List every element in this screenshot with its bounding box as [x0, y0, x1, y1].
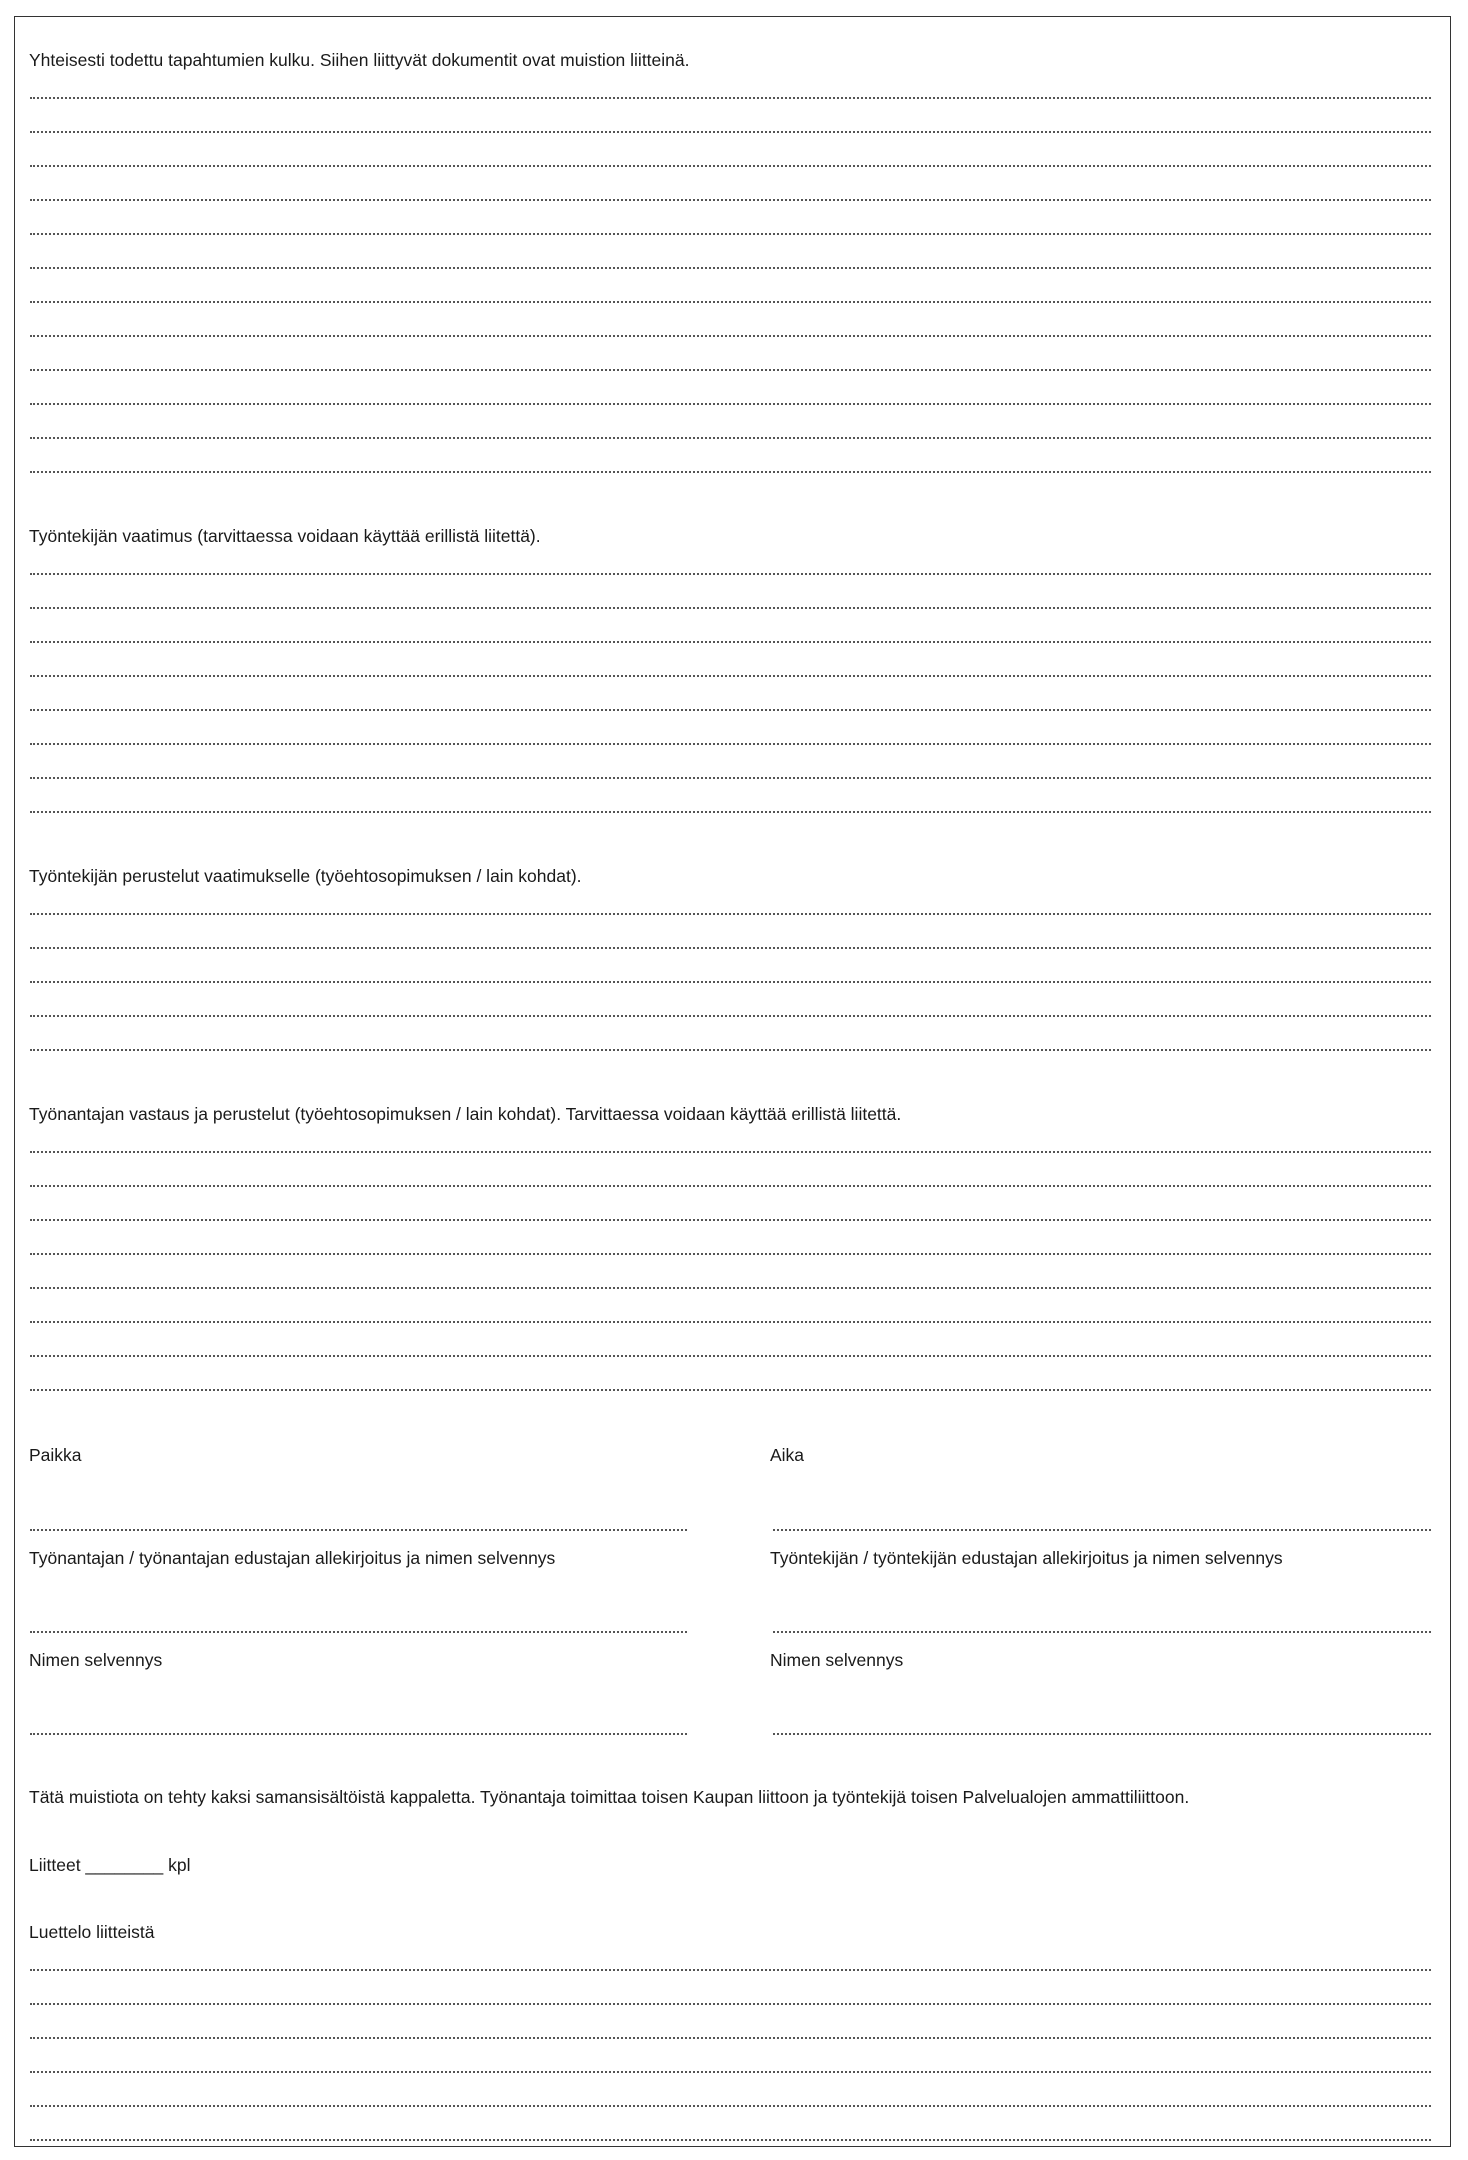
fill-line[interactable] [30, 1219, 1431, 1221]
fill-line[interactable] [30, 199, 1431, 201]
fill-line[interactable] [30, 1969, 1431, 1971]
fill-line[interactable] [30, 1321, 1431, 1323]
fill-line[interactable] [30, 607, 1431, 609]
fill-line[interactable] [30, 981, 1431, 983]
fill-line[interactable] [30, 335, 1431, 337]
fill-line[interactable] [30, 267, 1431, 269]
employer-signature-label: Työnantajan / työnantajan edustajan allekirjoitus ja nimen selvennys [29, 1548, 556, 1568]
fill-line[interactable] [30, 369, 1431, 371]
section-heading-employee-claim: Työntekijän vaatimus (tarvittaessa voidaan käyttää erillistä liitettä). [29, 526, 541, 546]
fill-line[interactable] [30, 403, 1431, 405]
fill-line[interactable] [30, 1015, 1431, 1017]
fill-line[interactable] [30, 471, 1431, 473]
employer-name-label: Nimen selvennys [29, 1650, 163, 1670]
attachments-list-label: Luettelo liitteistä [29, 1922, 155, 1942]
fill-line[interactable] [30, 1049, 1431, 1051]
time-label: Aika [770, 1445, 805, 1465]
fill-line[interactable] [30, 709, 1431, 711]
section-heading-employer-response: Työnantajan vastaus ja perustelut (työehtosopimuksen / lain kohdat). Tarvittaessa voidaan käyttää erillistä liitettä. [29, 1104, 902, 1124]
section-heading-employee-grounds: Työntekijän perustelut vaatimukselle (työehtosopimuksen / lain kohdat). [29, 866, 582, 886]
fill-line[interactable] [30, 811, 1431, 813]
fill-line[interactable] [30, 1355, 1431, 1357]
fill-line[interactable] [30, 743, 1431, 745]
fill-line[interactable] [30, 641, 1431, 643]
fill-line[interactable] [30, 233, 1431, 235]
place-line[interactable] [30, 1529, 687, 1531]
copies-note: Tätä muistiota on tehty kaksi samansisältöistä kappaletta. Työnantaja toimittaa toisen Kaupan liittoon ja työntekijä toisen Palvelualojen ammattiliittoon. [29, 1787, 1190, 1807]
fill-line[interactable] [30, 1253, 1431, 1255]
fill-line[interactable] [30, 573, 1431, 575]
fill-line[interactable] [30, 2037, 1431, 2039]
section-heading-events: Yhteisesti todettu tapahtumien kulku. Siihen liittyvät dokumentit ovat muistion liitteinä. [29, 50, 690, 70]
fill-line[interactable] [30, 2139, 1431, 2141]
fill-line[interactable] [30, 2105, 1431, 2107]
fill-line[interactable] [30, 437, 1431, 439]
fill-line[interactable] [30, 165, 1431, 167]
time-line[interactable] [773, 1529, 1431, 1531]
fill-line[interactable] [30, 301, 1431, 303]
fill-line[interactable] [30, 1151, 1431, 1153]
fill-line[interactable] [30, 777, 1431, 779]
fill-line[interactable] [30, 947, 1431, 949]
fill-line[interactable] [30, 2003, 1431, 2005]
fill-line[interactable] [30, 913, 1431, 915]
fill-line[interactable] [30, 1287, 1431, 1289]
fill-line[interactable] [30, 675, 1431, 677]
place-label: Paikka [29, 1445, 82, 1465]
fill-line[interactable] [30, 2071, 1431, 2073]
employee-name-label: Nimen selvennys [770, 1650, 904, 1670]
employee-signature-label: Työntekijän / työntekijän edustajan allekirjoitus ja nimen selvennys [770, 1548, 1283, 1568]
attachments-count-label: Liitteet ________ kpl [29, 1855, 191, 1875]
fill-line[interactable] [30, 97, 1431, 99]
fill-line[interactable] [30, 131, 1431, 133]
employer-signature-line[interactable] [30, 1631, 687, 1633]
fill-line[interactable] [30, 1185, 1431, 1187]
fill-line[interactable] [30, 1389, 1431, 1391]
employee-name-line[interactable] [773, 1733, 1431, 1735]
employee-signature-line[interactable] [773, 1631, 1431, 1633]
employer-name-line[interactable] [30, 1733, 687, 1735]
